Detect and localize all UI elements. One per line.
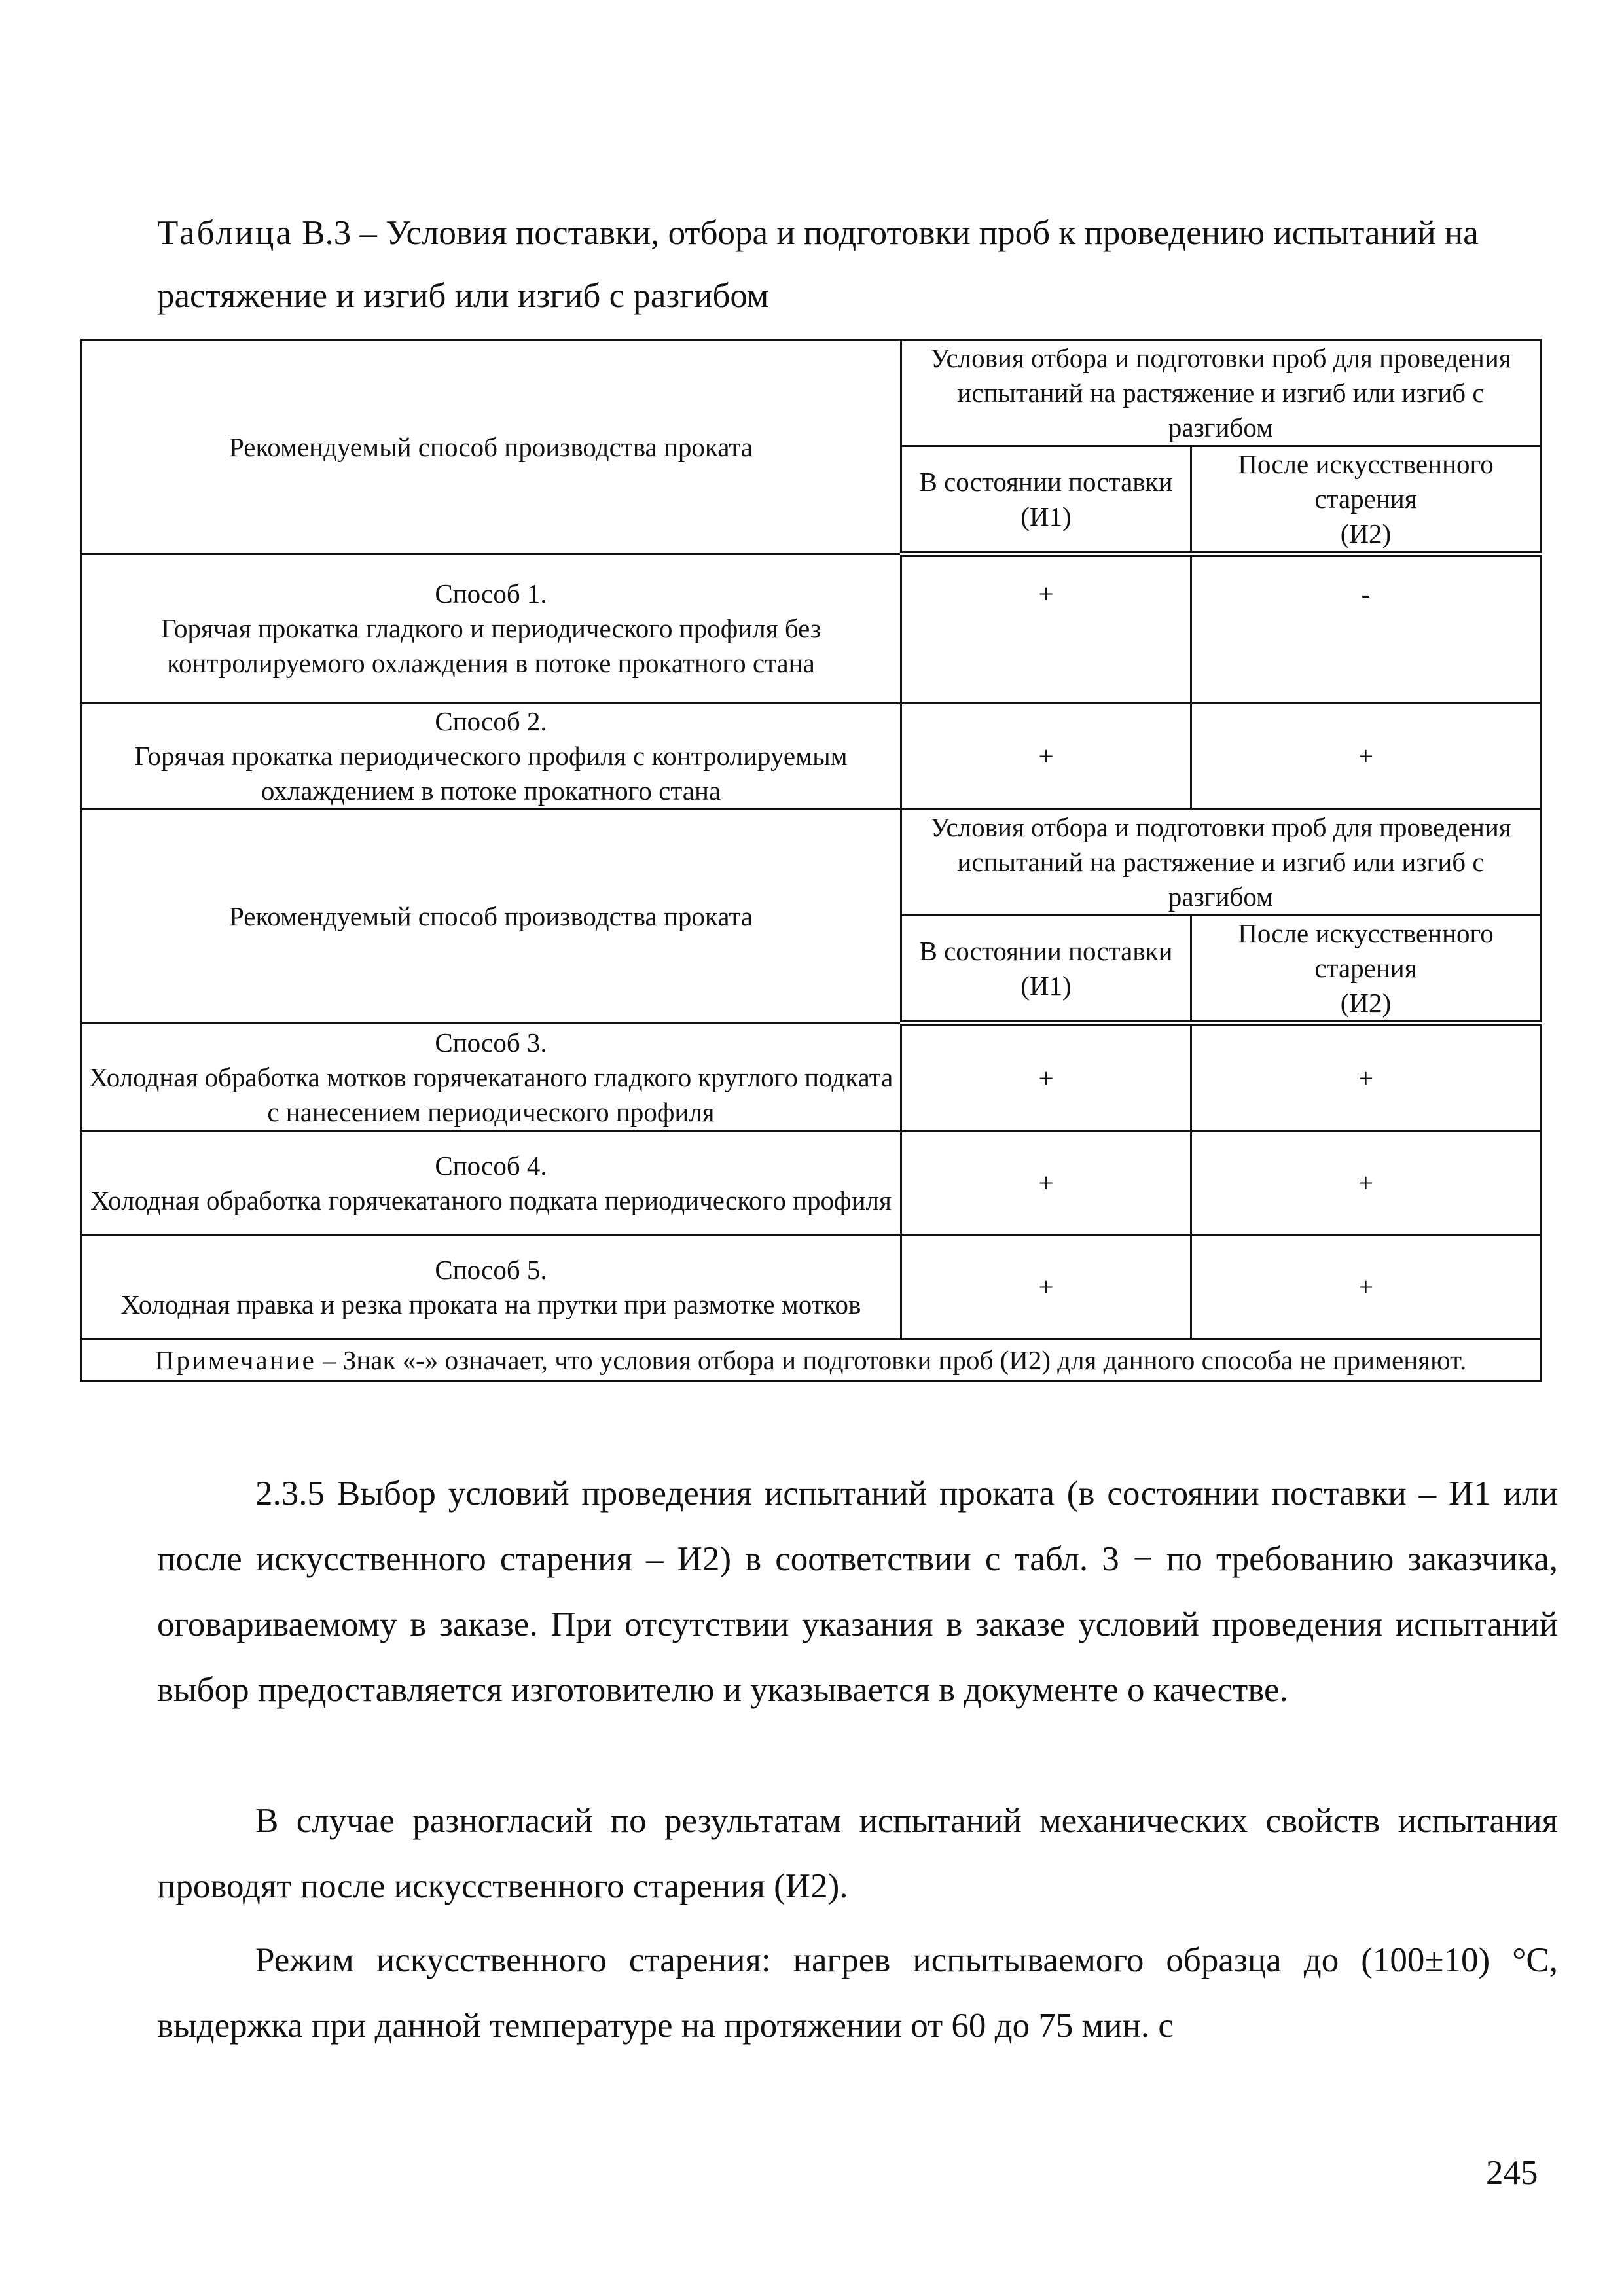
page-number: 245 xyxy=(1486,2154,1538,2192)
mark-i1: + xyxy=(901,1132,1191,1235)
header-i2 xyxy=(1191,916,1541,1024)
method-title: Способ 5. xyxy=(435,1254,547,1285)
header-i2-line2: (И2) xyxy=(1340,988,1392,1018)
mark-i1: + xyxy=(901,554,1191,704)
table-caption xyxy=(157,202,1545,327)
method-cell xyxy=(81,1024,901,1132)
method-desc: Горячая прокатка периодического профиля с контролируемым охлаждением в потоке прокатного стана xyxy=(134,741,848,806)
paragraph-2-3-5: 2.3.5 Выбор условий проведения испытаний проката (в состоянии поставки – И1 или после искусственного старения – И2) в соответствии с табл. 3 − по требованию заказчика, оговариваемому в заказе. При отсутствии указания в заказе условий проведения испытаний выбор предоставляется изготовителю и указывается в документе о качестве. xyxy=(157,1475,1558,1709)
table-row xyxy=(81,1235,1541,1340)
table-note xyxy=(81,1340,1541,1382)
mark-i1: + xyxy=(901,1235,1191,1340)
caption-label: Таблица xyxy=(157,214,293,252)
method-desc: Холодная обработка горячекатаного подката периодического профиля xyxy=(90,1185,892,1215)
method-title: Способ 4. xyxy=(435,1150,547,1181)
table-row xyxy=(81,554,1541,704)
method-cell xyxy=(81,704,901,810)
mark-i2: + xyxy=(1191,704,1541,810)
method-desc: Холодная правка и резка проката на прутки при размотке мотков xyxy=(120,1289,861,1319)
note-text: – Знак «-» означает, что условия отбора и подготовки проб (И2) для данного способа не применяют. xyxy=(316,1345,1467,1375)
mark-i2: - xyxy=(1191,554,1541,704)
method-title: Способ 1. xyxy=(435,579,547,609)
paragraph-disagreements: В случае разногласий по результатам испытаний механических свойств испытания проводят после искусственного старения (И2). xyxy=(157,1802,1558,1905)
table-row xyxy=(81,1024,1541,1132)
mark-i2: + xyxy=(1191,1024,1541,1132)
mark-i1: + xyxy=(901,1024,1191,1132)
method-cell xyxy=(81,554,901,704)
table-row xyxy=(81,704,1541,810)
method-title: Способ 3. xyxy=(435,1027,547,1058)
caption-text: В.3 – Условия поставки, отбора и подготовки проб к проведению испытаний на растяжение и изгиб или изгиб с разгибом xyxy=(157,214,1479,315)
mark-i1: + xyxy=(901,704,1191,810)
header-i2 xyxy=(1191,446,1541,554)
header-row xyxy=(81,810,1541,916)
header-method: Рекомендуемый способ производства проката xyxy=(81,340,901,554)
note-label: Примечание xyxy=(154,1345,316,1375)
mark-i2: + xyxy=(1191,1235,1541,1340)
header-conditions: Условия отбора и подготовки проб для проведения испытаний на растяжение и изгиб или изгиб с разгибом xyxy=(901,810,1541,916)
header-i2-line2: (И2) xyxy=(1340,518,1392,548)
paragraph-aging-mode: Режим искусственного старения: нагрев испытываемого образца до (100±10) °С, выдержка при данной температуре на протяжении от 60 до 75 мин. с xyxy=(157,1941,1558,2045)
method-cell xyxy=(81,1235,901,1340)
conditions-table xyxy=(80,339,1542,1382)
method-desc: Горячая прокатка гладкого и периодического профиля без контролируемого охлаждения в потоке прокатного стана xyxy=(160,613,821,678)
header-conditions: Условия отбора и подготовки проб для проведения испытаний на растяжение и изгиб или изгиб с разгибом xyxy=(901,340,1541,446)
mark-i2: + xyxy=(1191,1132,1541,1235)
method-desc: Холодная обработка мотков горячекатаного гладкого круглого подката с нанесением периодического профиля xyxy=(88,1062,893,1127)
header-i2-line1: После искусственного старения xyxy=(1238,449,1494,514)
table-row xyxy=(81,1132,1541,1235)
header-row xyxy=(81,340,1541,446)
header-i2-line1: После искусственного старения xyxy=(1238,918,1494,983)
method-title: Способ 2. xyxy=(435,706,547,736)
header-i1: В состоянии поставки (И1) xyxy=(901,916,1191,1024)
note-row xyxy=(81,1340,1541,1382)
header-i1: В состоянии поставки (И1) xyxy=(901,446,1191,554)
method-cell xyxy=(81,1132,901,1235)
header-method: Рекомендуемый способ производства проката xyxy=(81,810,901,1024)
